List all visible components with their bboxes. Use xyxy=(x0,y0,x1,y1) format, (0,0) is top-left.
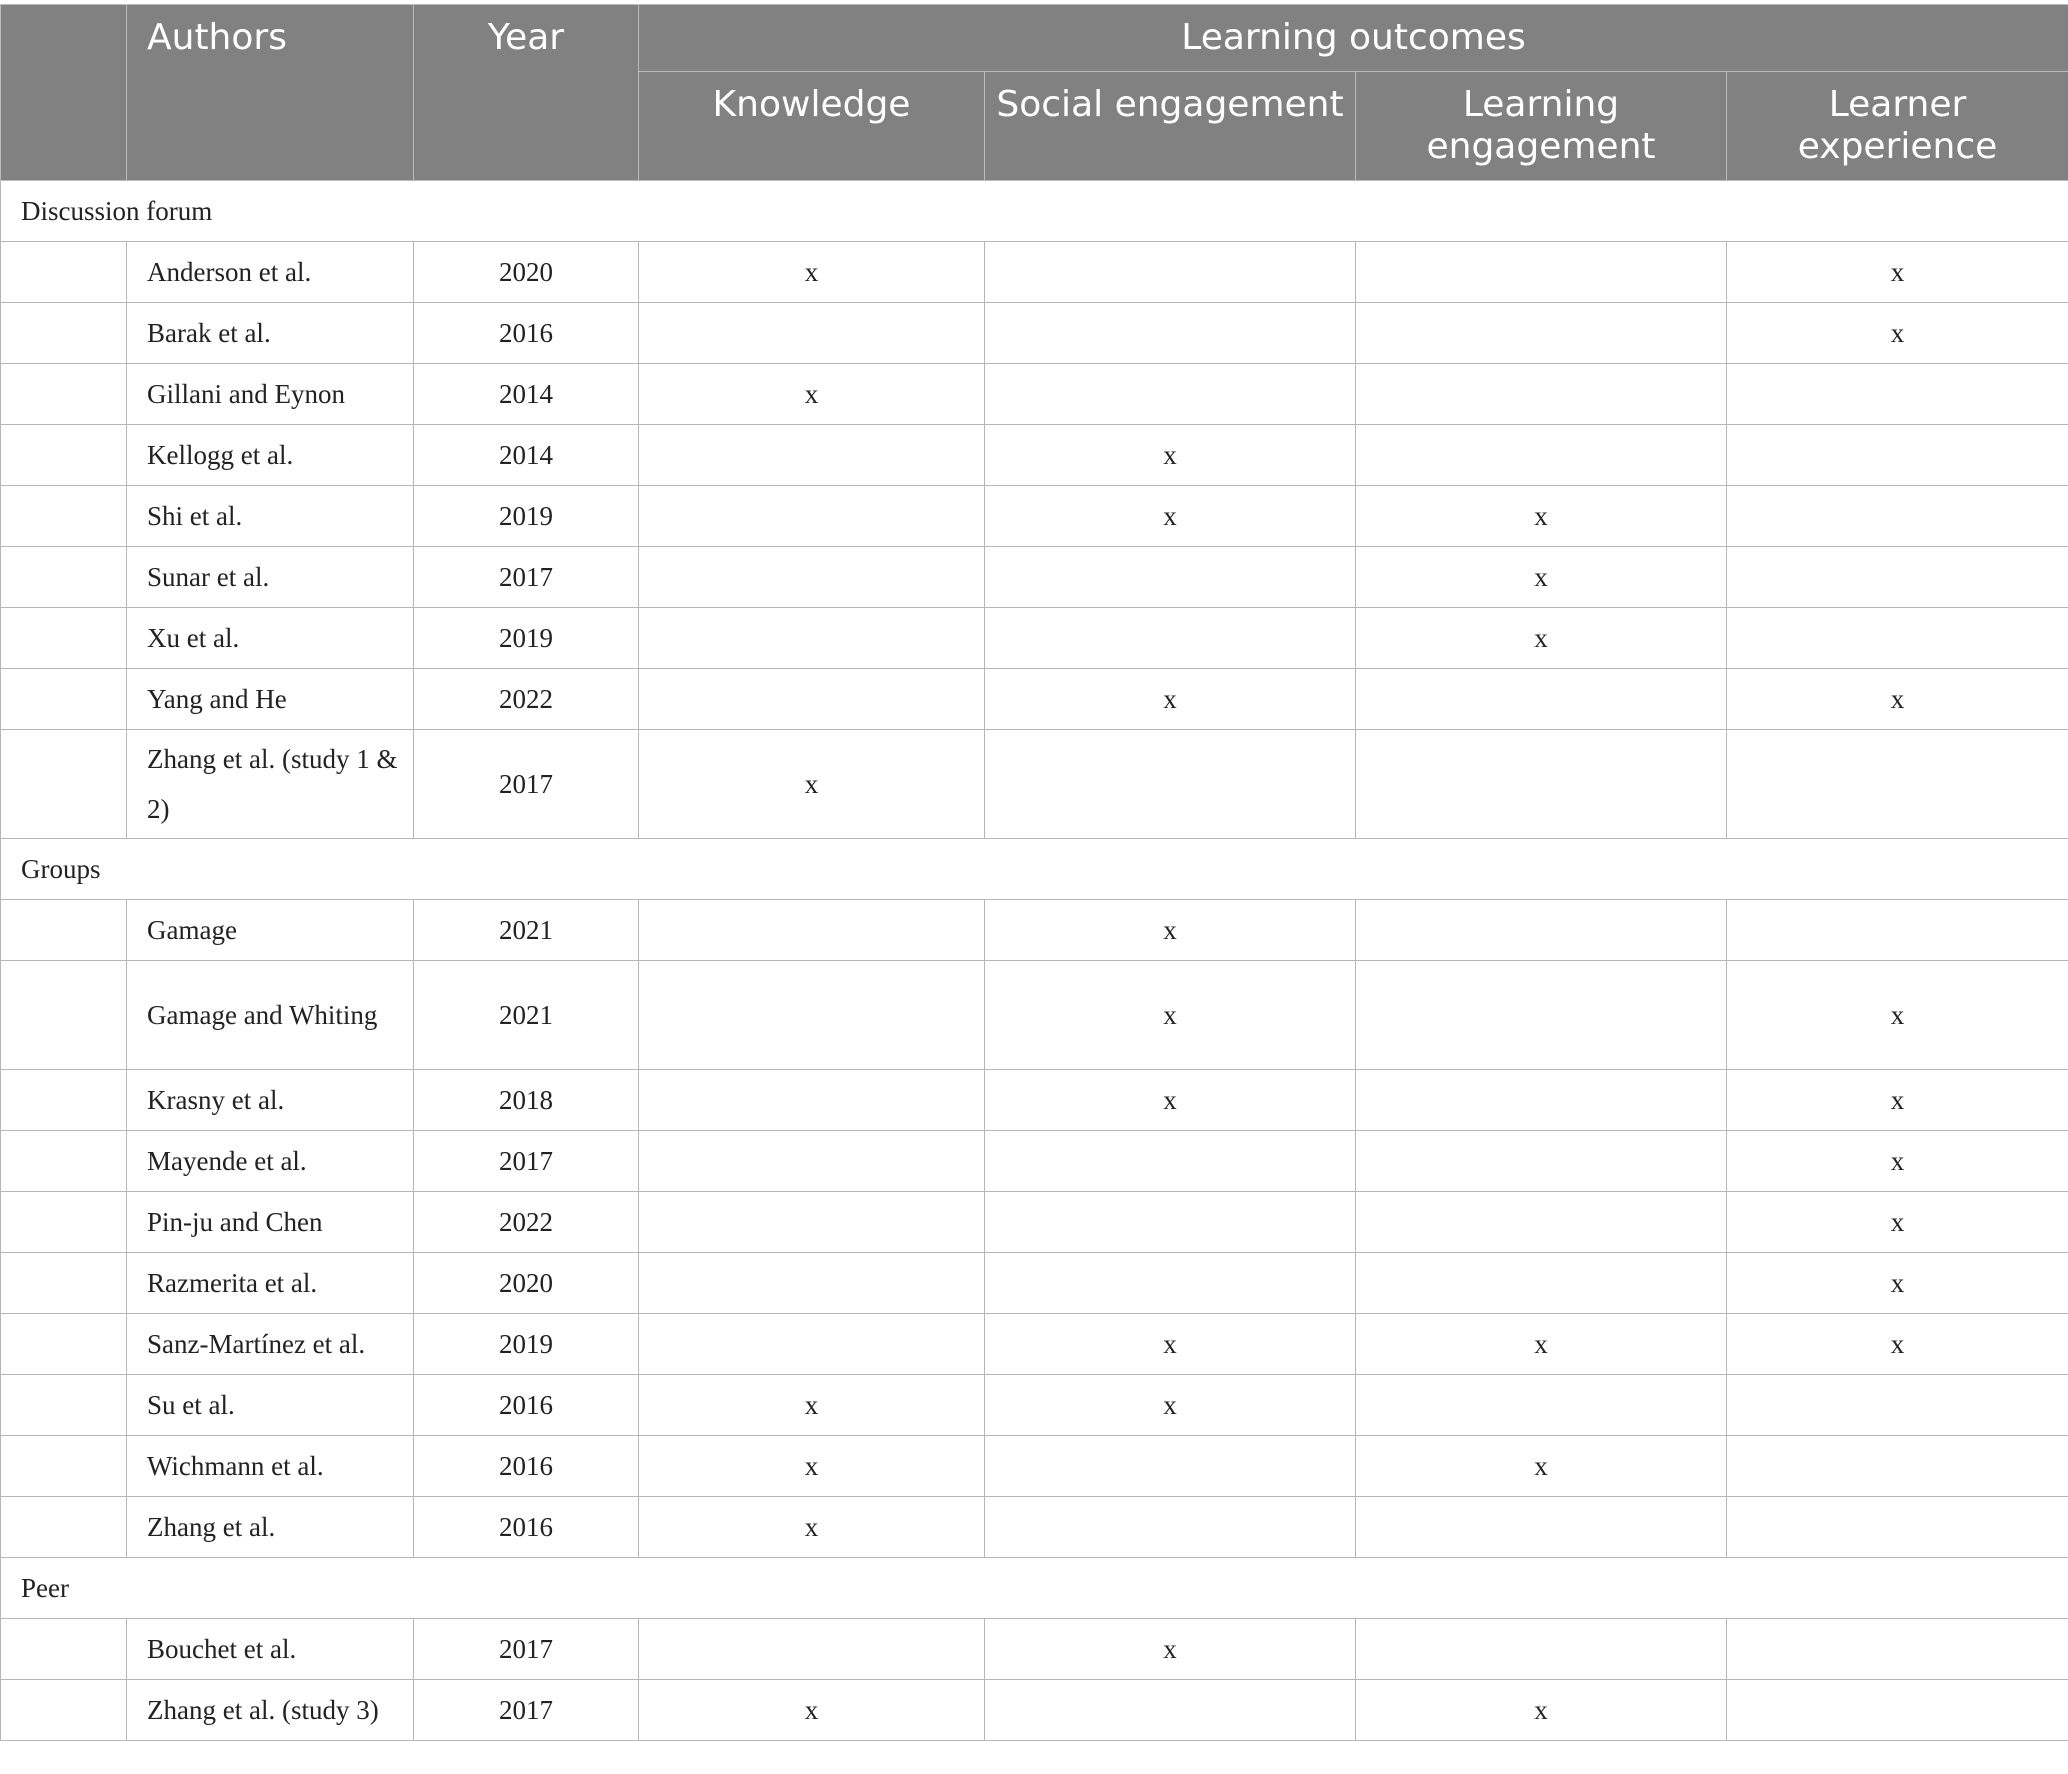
year-cell: 2016 xyxy=(414,303,639,364)
learner-experience-cell: x xyxy=(1727,1314,2068,1375)
knowledge-cell: x xyxy=(639,730,985,839)
learner-experience-cell xyxy=(1727,364,2068,425)
table-row xyxy=(1,1436,2068,1497)
learner-experience-cell xyxy=(1727,547,2068,608)
social-engagement-cell xyxy=(985,608,1356,669)
author-cell: Zhang et al. (study 1 & 2) xyxy=(127,730,414,839)
year-cell: 2016 xyxy=(414,1436,639,1497)
social-engagement-cell xyxy=(985,1192,1356,1253)
blank-cell xyxy=(1,1131,127,1192)
blank-cell xyxy=(1,1619,127,1680)
year-cell: 2021 xyxy=(414,961,639,1070)
learning-engagement-cell xyxy=(1356,1497,1727,1558)
table-row xyxy=(1,1314,2068,1375)
learning-engagement-cell: x xyxy=(1356,1436,1727,1497)
learning-engagement-cell xyxy=(1356,1253,1727,1314)
knowledge-cell xyxy=(639,669,985,730)
knowledge-cell xyxy=(639,608,985,669)
learner-experience-cell xyxy=(1727,486,2068,547)
learner-experience-cell xyxy=(1727,1680,2068,1741)
table-row xyxy=(1,1192,2068,1253)
knowledge-cell xyxy=(639,425,985,486)
author-cell: Zhang et al. xyxy=(127,1497,414,1558)
blank-cell xyxy=(1,900,127,961)
blank-cell xyxy=(1,1436,127,1497)
author-cell: Kellogg et al. xyxy=(127,425,414,486)
learner-experience-cell xyxy=(1727,608,2068,669)
blank-cell xyxy=(1,1497,127,1558)
learning-engagement-cell: x xyxy=(1356,547,1727,608)
learner-experience-cell: x xyxy=(1727,1253,2068,1314)
knowledge-cell xyxy=(639,961,985,1070)
blank-cell xyxy=(1,364,127,425)
knowledge-cell xyxy=(639,1070,985,1131)
section-row-groups xyxy=(1,839,2068,900)
learner-experience-cell xyxy=(1727,1619,2068,1680)
learner-experience-cell xyxy=(1727,730,2068,839)
author-cell: Gamage and Whiting xyxy=(127,961,414,1070)
knowledge-cell: x xyxy=(639,242,985,303)
year-cell: 2017 xyxy=(414,1131,639,1192)
knowledge-cell xyxy=(639,1314,985,1375)
header-knowledge: Knowledge xyxy=(639,72,985,181)
learning-engagement-cell xyxy=(1356,1192,1727,1253)
header-authors: Authors xyxy=(127,5,414,181)
learning-engagement-cell xyxy=(1356,1070,1727,1131)
social-engagement-cell: x xyxy=(985,425,1356,486)
year-cell: 2020 xyxy=(414,1253,639,1314)
year-cell: 2019 xyxy=(414,1314,639,1375)
section-label: Peer xyxy=(1,1558,2068,1619)
author-cell: Razmerita et al. xyxy=(127,1253,414,1314)
learner-experience-cell xyxy=(1727,1497,2068,1558)
knowledge-cell: x xyxy=(639,1497,985,1558)
social-engagement-cell xyxy=(985,1436,1356,1497)
year-cell: 2022 xyxy=(414,1192,639,1253)
social-engagement-cell xyxy=(985,303,1356,364)
knowledge-cell: x xyxy=(639,1436,985,1497)
learning-engagement-cell xyxy=(1356,364,1727,425)
header-learner-experience: Learner experience xyxy=(1727,72,2068,181)
year-cell: 2019 xyxy=(414,608,639,669)
header-year: Year xyxy=(414,5,639,181)
table-row xyxy=(1,1375,2068,1436)
author-cell: Wichmann et al. xyxy=(127,1436,414,1497)
table-body xyxy=(1,181,2068,1741)
table-row xyxy=(1,1131,2068,1192)
learner-experience-cell: x xyxy=(1727,1192,2068,1253)
header-social-engagement: Social engagement xyxy=(985,72,1356,181)
social-engagement-cell: x xyxy=(985,486,1356,547)
year-cell: 2017 xyxy=(414,1680,639,1741)
table-row xyxy=(1,608,2068,669)
knowledge-cell: x xyxy=(639,364,985,425)
author-cell: Pin-ju and Chen xyxy=(127,1192,414,1253)
blank-cell xyxy=(1,303,127,364)
learner-experience-cell xyxy=(1727,425,2068,486)
header-blank-cell xyxy=(1,5,127,181)
social-engagement-cell xyxy=(985,1497,1356,1558)
knowledge-cell xyxy=(639,1253,985,1314)
social-engagement-cell: x xyxy=(985,961,1356,1070)
learning-engagement-cell xyxy=(1356,961,1727,1070)
table-row xyxy=(1,1070,2068,1131)
knowledge-cell xyxy=(639,900,985,961)
social-engagement-cell: x xyxy=(985,1619,1356,1680)
year-cell: 2017 xyxy=(414,547,639,608)
blank-cell xyxy=(1,425,127,486)
author-cell: Sunar et al. xyxy=(127,547,414,608)
table-row xyxy=(1,1253,2068,1314)
learning-engagement-cell xyxy=(1356,730,1727,839)
table-row xyxy=(1,364,2068,425)
learning-engagement-cell xyxy=(1356,1131,1727,1192)
author-cell: Sanz-Martínez et al. xyxy=(127,1314,414,1375)
blank-cell xyxy=(1,1375,127,1436)
learner-experience-cell xyxy=(1727,900,2068,961)
year-cell: 2014 xyxy=(414,364,639,425)
studies-outcomes-table xyxy=(0,4,2068,1741)
year-cell: 2020 xyxy=(414,242,639,303)
studies-table-container xyxy=(0,4,2068,1741)
table-row xyxy=(1,900,2068,961)
knowledge-cell xyxy=(639,303,985,364)
social-engagement-cell xyxy=(985,547,1356,608)
table-row xyxy=(1,961,2068,1070)
learning-engagement-cell xyxy=(1356,242,1727,303)
year-cell: 2016 xyxy=(414,1375,639,1436)
blank-cell xyxy=(1,486,127,547)
blank-cell xyxy=(1,1253,127,1314)
year-cell: 2014 xyxy=(414,425,639,486)
learner-experience-cell: x xyxy=(1727,669,2068,730)
learning-engagement-cell: x xyxy=(1356,1680,1727,1741)
knowledge-cell: x xyxy=(639,1680,985,1741)
blank-cell xyxy=(1,669,127,730)
header-row-1 xyxy=(1,5,2068,72)
section-label: Discussion forum xyxy=(1,181,2068,242)
table-row xyxy=(1,242,2068,303)
header-learning-engagement: Learning engagement xyxy=(1356,72,1727,181)
author-cell: Barak et al. xyxy=(127,303,414,364)
learner-experience-cell xyxy=(1727,1436,2068,1497)
blank-cell xyxy=(1,242,127,303)
table-row xyxy=(1,303,2068,364)
social-engagement-cell: x xyxy=(985,669,1356,730)
table-header xyxy=(1,5,2068,181)
social-engagement-cell xyxy=(985,242,1356,303)
year-cell: 2021 xyxy=(414,900,639,961)
blank-cell xyxy=(1,1192,127,1253)
social-engagement-cell: x xyxy=(985,1314,1356,1375)
author-cell: Gamage xyxy=(127,900,414,961)
table-row xyxy=(1,1619,2068,1680)
knowledge-cell xyxy=(639,547,985,608)
table-row xyxy=(1,425,2068,486)
learning-engagement-cell xyxy=(1356,1619,1727,1680)
author-cell: Zhang et al. (study 3) xyxy=(127,1680,414,1741)
learning-engagement-cell xyxy=(1356,669,1727,730)
learner-experience-cell: x xyxy=(1727,961,2068,1070)
year-cell: 2022 xyxy=(414,669,639,730)
learning-engagement-cell xyxy=(1356,1375,1727,1436)
year-cell: 2018 xyxy=(414,1070,639,1131)
blank-cell xyxy=(1,1680,127,1741)
author-cell: Krasny et al. xyxy=(127,1070,414,1131)
author-cell: Gillani and Eynon xyxy=(127,364,414,425)
year-cell: 2016 xyxy=(414,1497,639,1558)
blank-cell xyxy=(1,961,127,1070)
table-row xyxy=(1,1497,2068,1558)
knowledge-cell xyxy=(639,486,985,547)
learner-experience-cell: x xyxy=(1727,1131,2068,1192)
learning-engagement-cell xyxy=(1356,303,1727,364)
learner-experience-cell: x xyxy=(1727,242,2068,303)
blank-cell xyxy=(1,608,127,669)
learner-experience-cell xyxy=(1727,1375,2068,1436)
year-cell: 2019 xyxy=(414,486,639,547)
author-cell: Anderson et al. xyxy=(127,242,414,303)
knowledge-cell xyxy=(639,1131,985,1192)
author-cell: Su et al. xyxy=(127,1375,414,1436)
learning-engagement-cell: x xyxy=(1356,608,1727,669)
table-row xyxy=(1,547,2068,608)
social-engagement-cell: x xyxy=(985,1070,1356,1131)
learning-engagement-cell xyxy=(1356,425,1727,486)
social-engagement-cell xyxy=(985,1253,1356,1314)
social-engagement-cell: x xyxy=(985,900,1356,961)
section-row-peer xyxy=(1,1558,2068,1619)
author-cell: Bouchet et al. xyxy=(127,1619,414,1680)
blank-cell xyxy=(1,1314,127,1375)
learning-engagement-cell xyxy=(1356,900,1727,961)
learner-experience-cell: x xyxy=(1727,303,2068,364)
blank-cell xyxy=(1,1070,127,1131)
social-engagement-cell xyxy=(985,1131,1356,1192)
knowledge-cell: x xyxy=(639,1375,985,1436)
table-row xyxy=(1,669,2068,730)
table-row xyxy=(1,730,2068,839)
section-label: Groups xyxy=(1,839,2068,900)
learning-engagement-cell: x xyxy=(1356,486,1727,547)
social-engagement-cell: x xyxy=(985,1375,1356,1436)
author-cell: Xu et al. xyxy=(127,608,414,669)
year-cell: 2017 xyxy=(414,730,639,839)
learning-engagement-cell: x xyxy=(1356,1314,1727,1375)
blank-cell xyxy=(1,730,127,839)
social-engagement-cell xyxy=(985,730,1356,839)
social-engagement-cell xyxy=(985,364,1356,425)
knowledge-cell xyxy=(639,1192,985,1253)
blank-cell xyxy=(1,547,127,608)
author-cell: Yang and He xyxy=(127,669,414,730)
year-cell: 2017 xyxy=(414,1619,639,1680)
header-learning-outcomes: Learning outcomes xyxy=(639,5,2068,72)
author-cell: Mayende et al. xyxy=(127,1131,414,1192)
table-row xyxy=(1,486,2068,547)
table-row xyxy=(1,1680,2068,1741)
knowledge-cell xyxy=(639,1619,985,1680)
learner-experience-cell: x xyxy=(1727,1070,2068,1131)
social-engagement-cell xyxy=(985,1680,1356,1741)
author-cell: Shi et al. xyxy=(127,486,414,547)
section-row-discussion-forum xyxy=(1,181,2068,242)
